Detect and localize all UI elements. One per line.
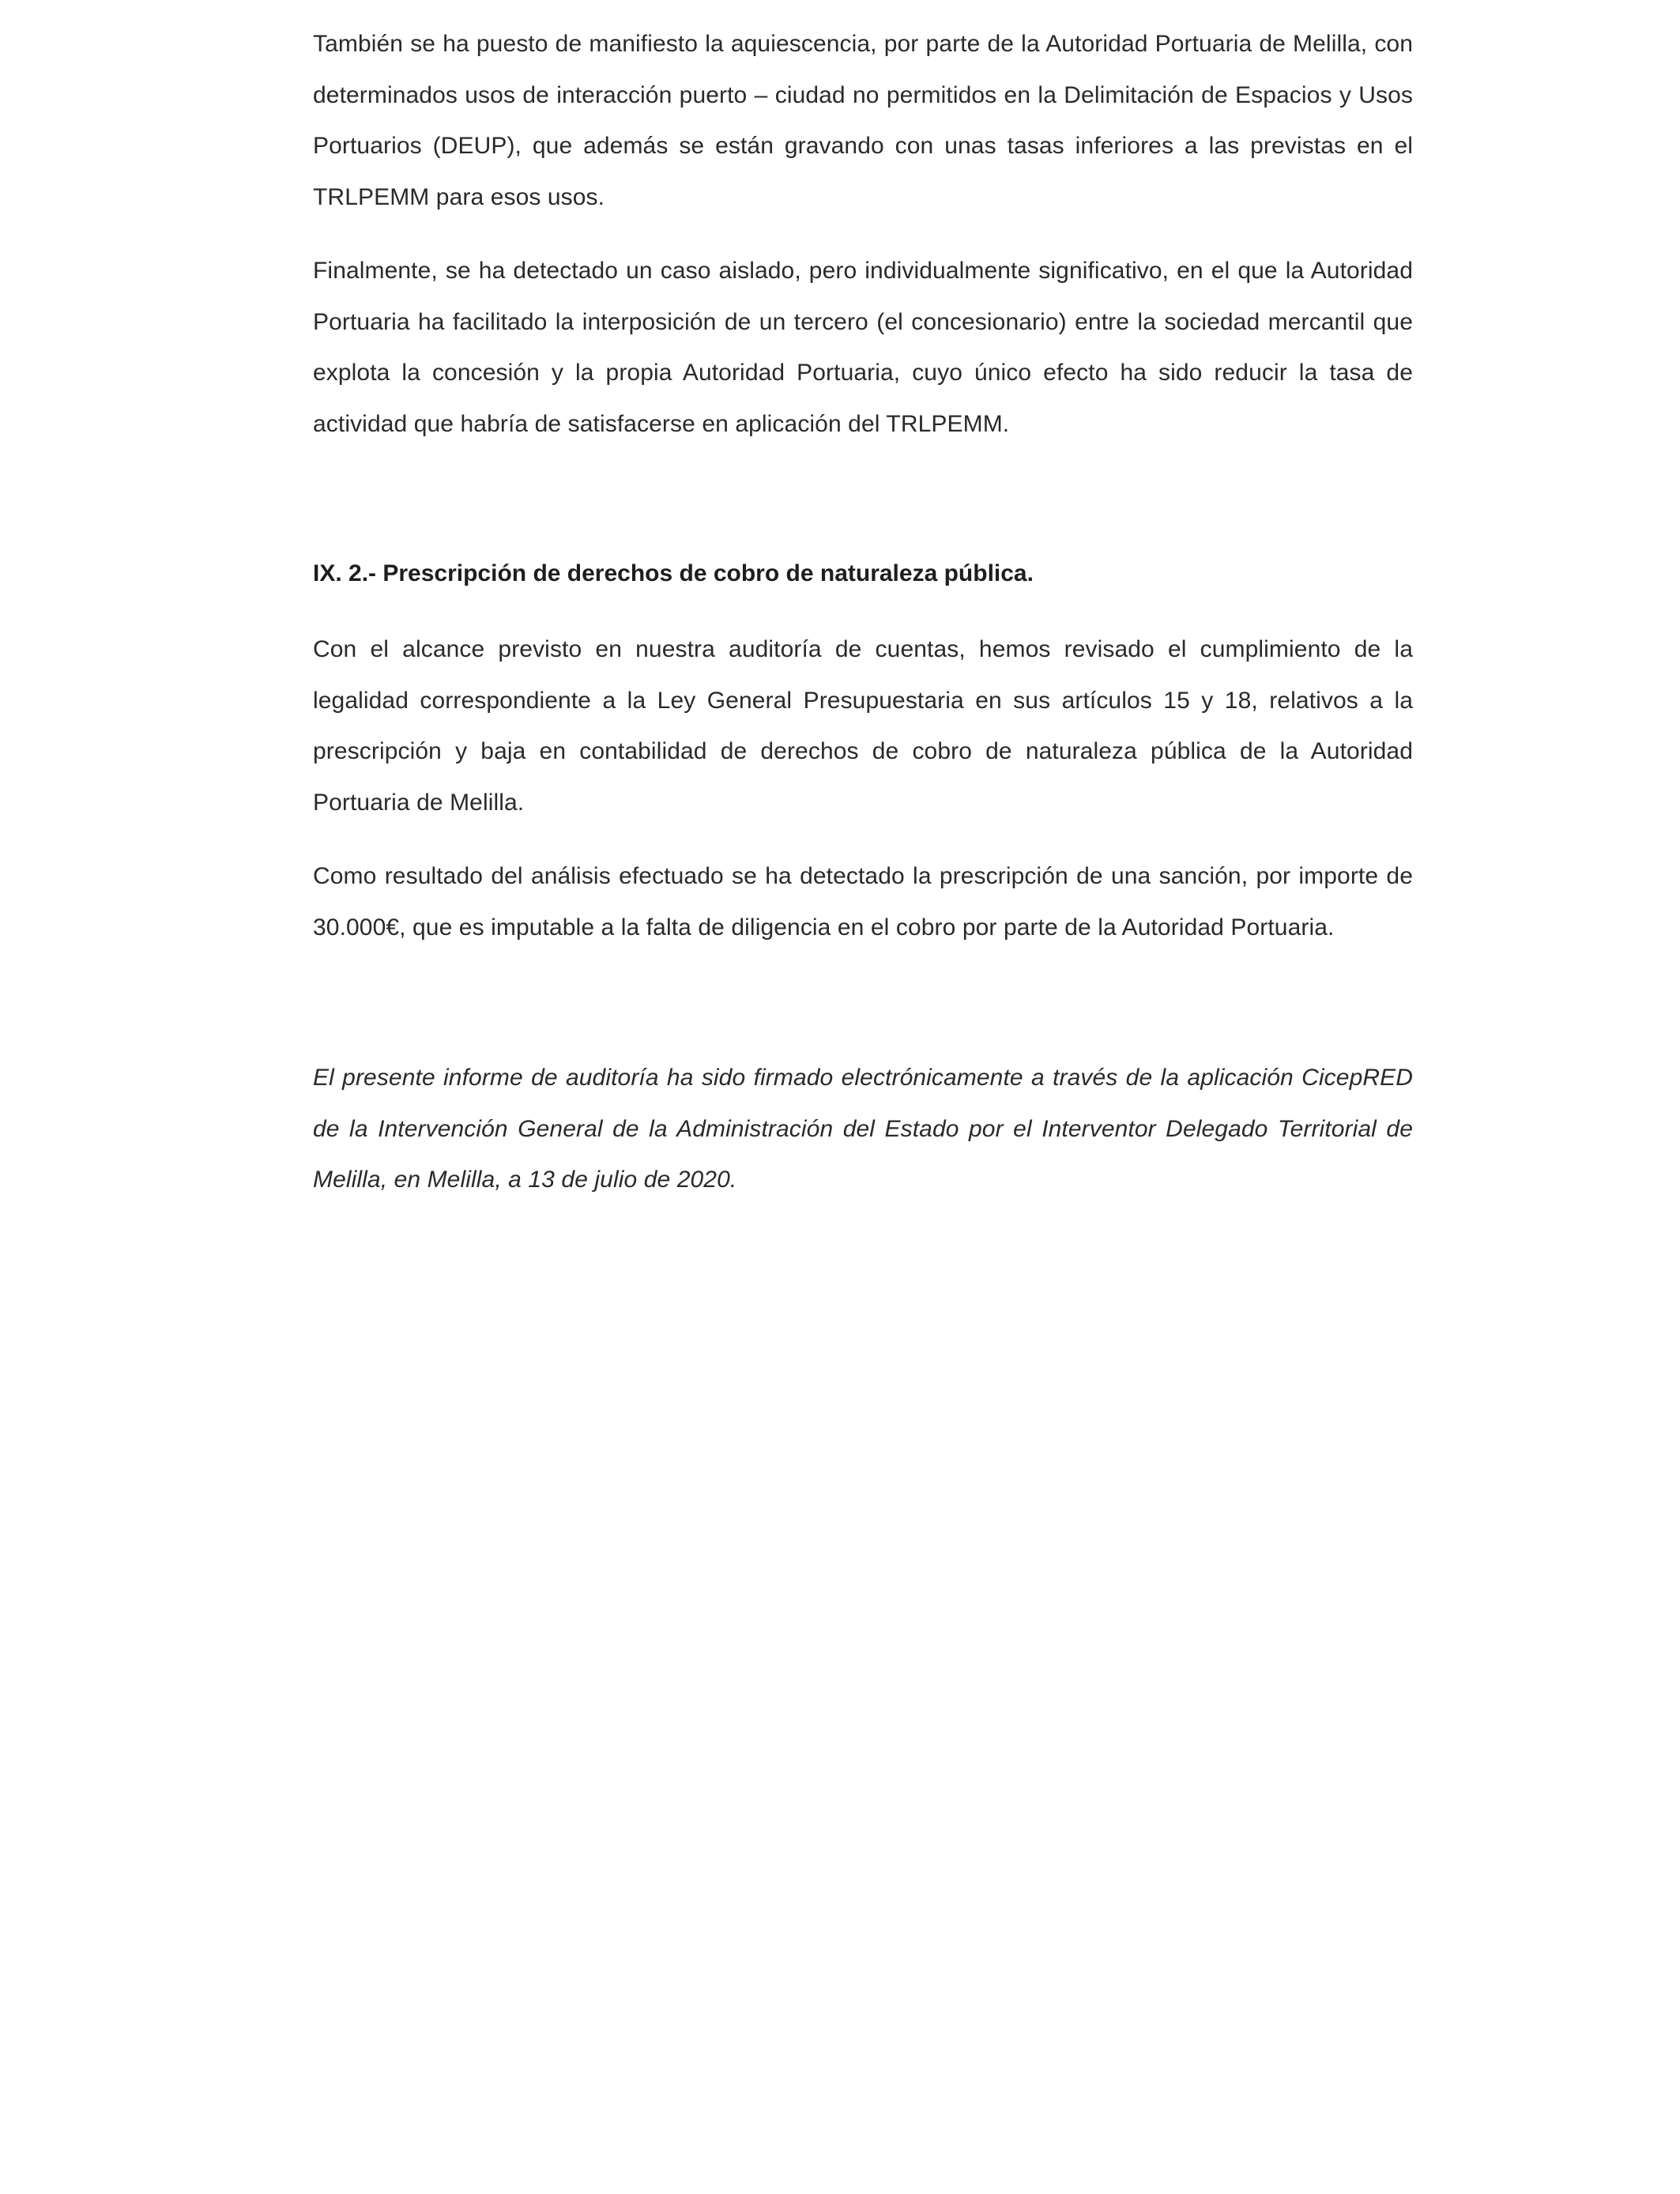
section-heading-ix-2: IX. 2.- Prescripción de derechos de cobro de naturaleza pública. [313, 560, 1034, 586]
paragraph-deup-uses: También se ha puesto de manifiesto la aquiescencia, por parte de la Autoridad Portuaria de Melilla, con determinados usos de interacción puerto – ciudad no permitidos en la Delimitación de Espacios y Usos Portuarios (DEUP), que además se están gravando con unas tasas inferiores a las previstas en el TRLPEMM para esos usos. [313, 31, 1413, 210]
paragraph-audit-scope: Con el alcance previsto en nuestra auditoría de cuentas, hemos revisado el cumplimiento de la legalidad correspondiente a la Ley General Presupuestaria en sus artículos 15 y 18, relativos a la prescripción y baja en contabilidad de derechos de cobro de naturaleza pública de la Autoridad Portuaria de Melilla. [313, 636, 1413, 816]
paragraph-signature-note: El presente informe de auditoría ha sido firmado electrónicamente a través de la aplicación CicepRED de la Intervención General de la Administración del Estado por el Interventor Delegado Territorial de Melilla, en Melilla, a 13 de julio de 2020. [313, 1065, 1413, 1193]
paragraph-concessionaire-case: Finalmente, se ha detectado un caso aislado, pero individualmente significativo, en el que la Autoridad Portuaria ha facilitado la interposición de un tercero (el concesionario) entre la sociedad mercantil que explota la concesión y la propia Autoridad Portuaria, cuyo único efecto ha sido reducir la tasa de actividad que habría de satisfacerse en aplicación del TRLPEMM. [313, 258, 1413, 437]
paragraph-sanction-result: Como resultado del análisis efectuado se ha detectado la prescripción de una sanción, por importe de 30.000€, que es imputable a la falta de diligencia en el cobro por parte de la Autoridad Portuaria. [313, 863, 1413, 941]
